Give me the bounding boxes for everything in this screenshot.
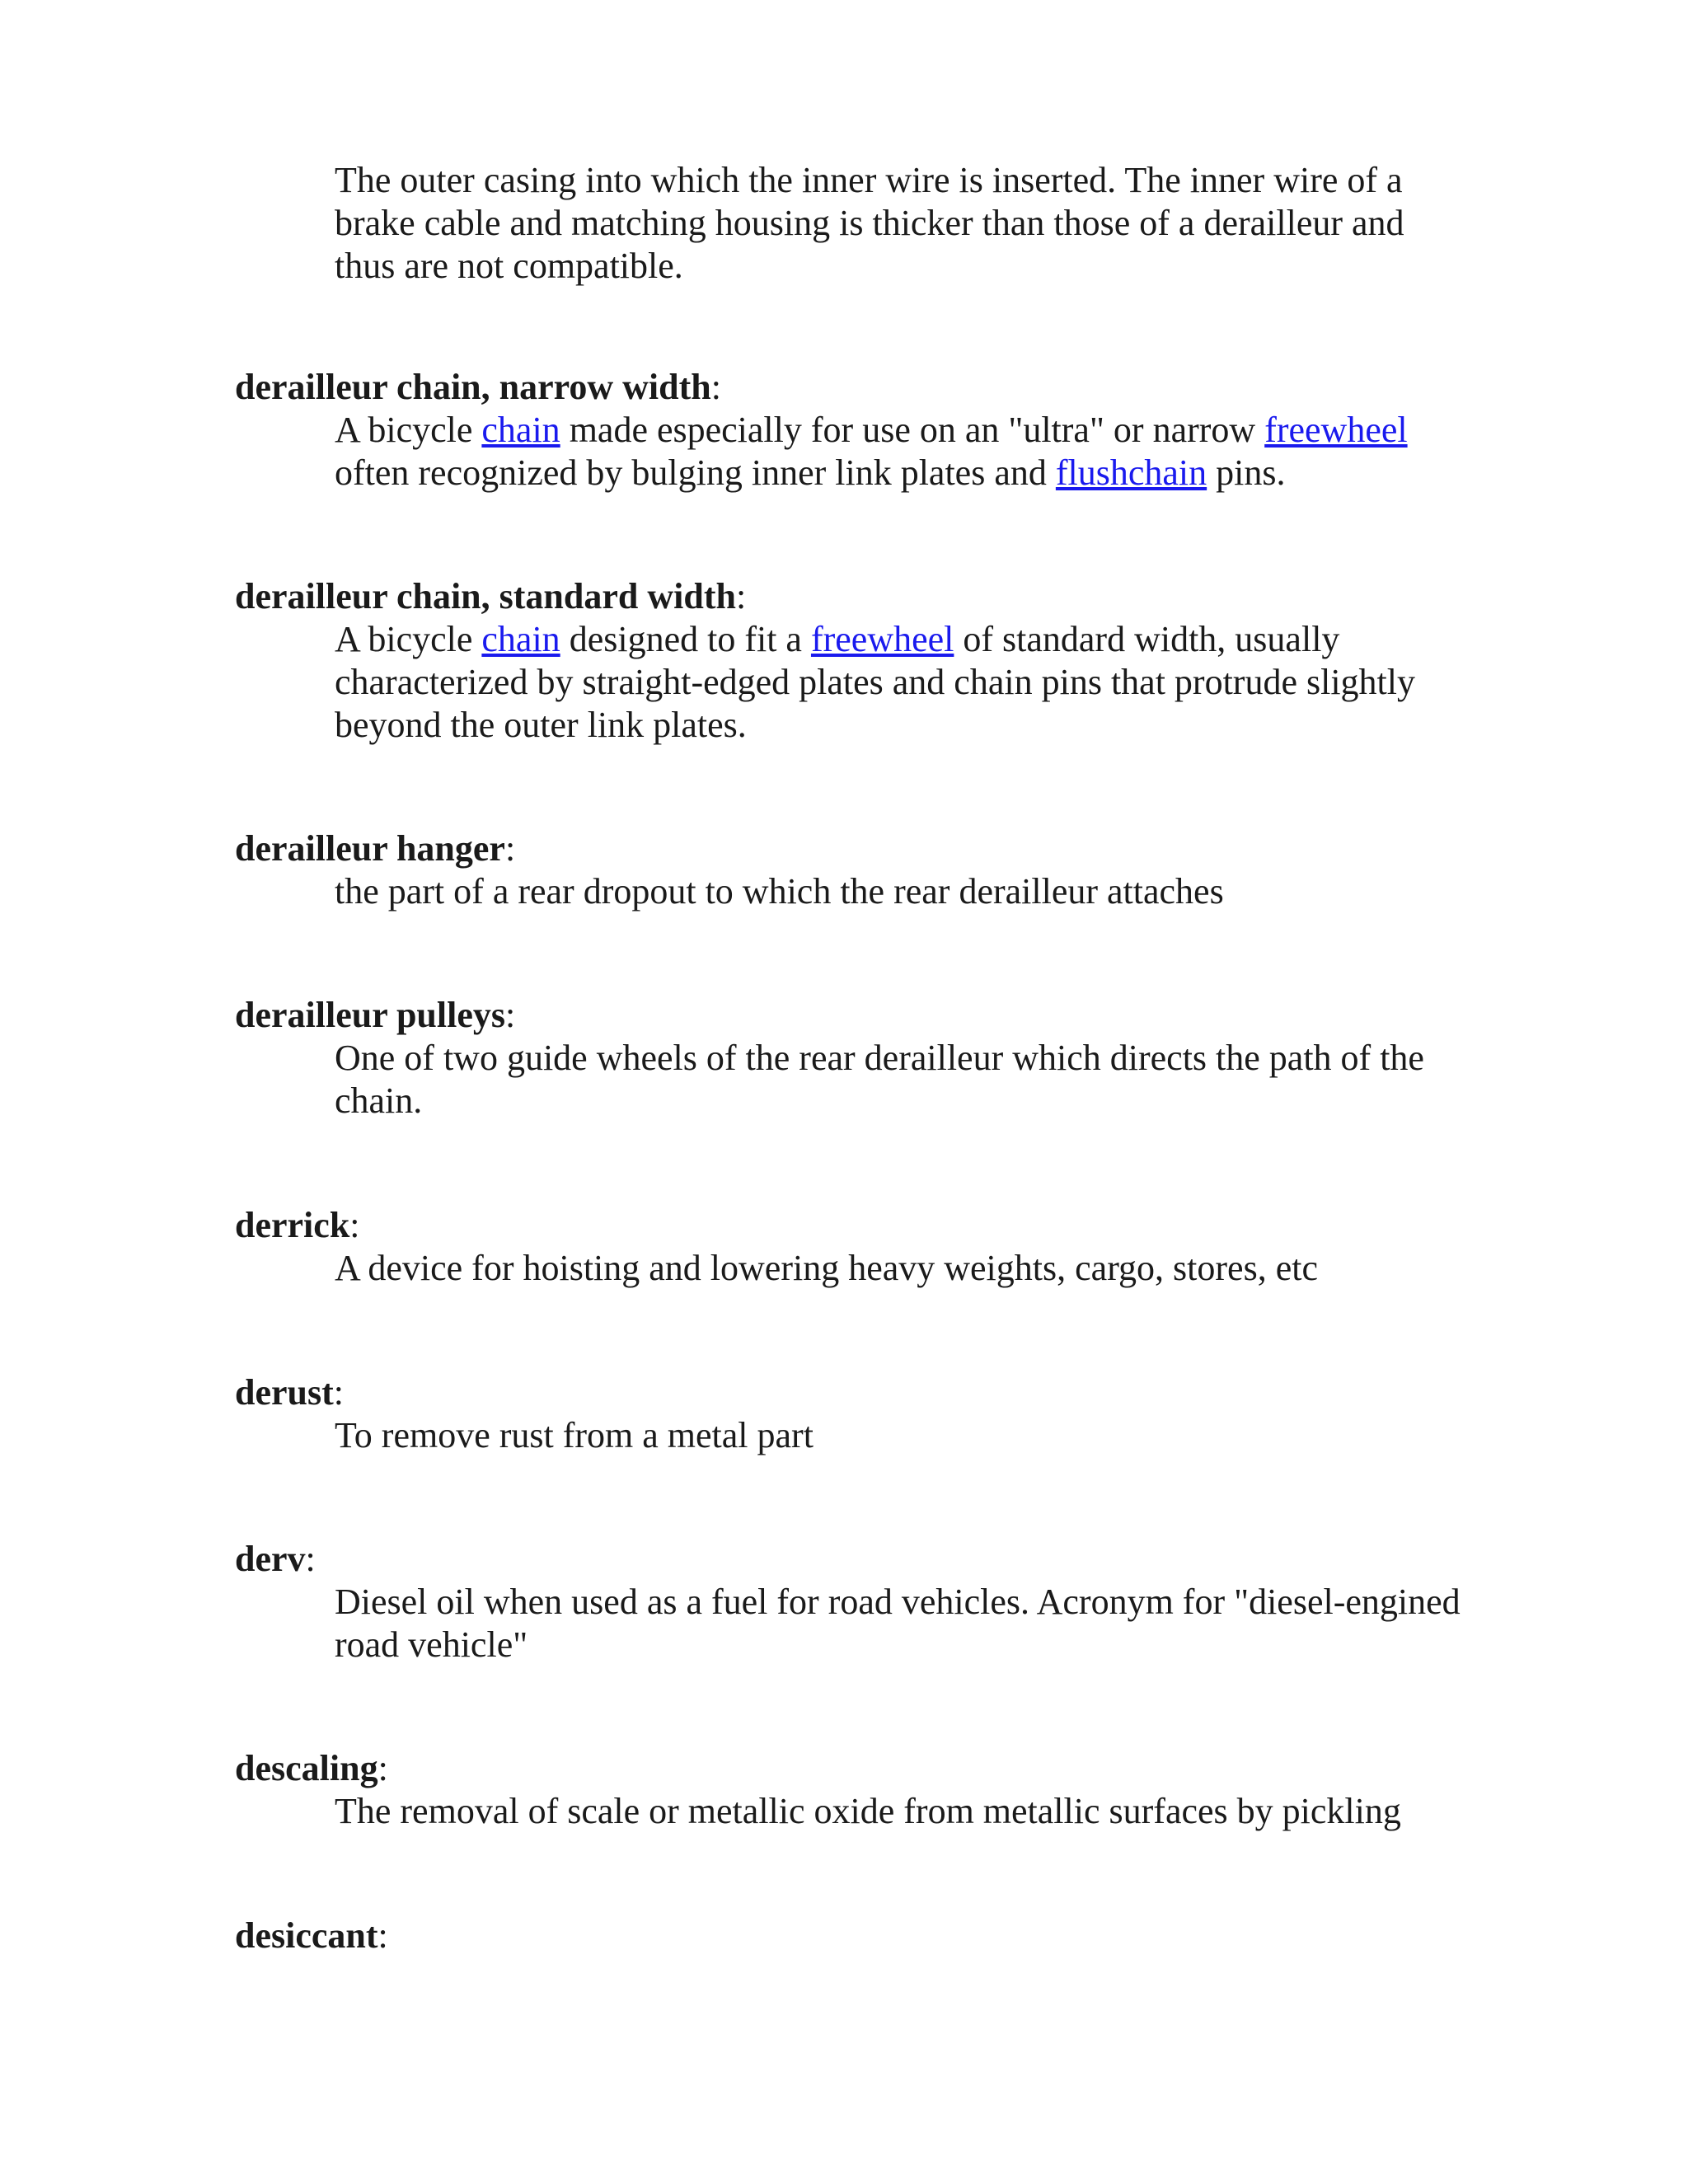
- definition-text: The removal of scale or metallic oxide from metallic surfaces by pickling: [335, 1791, 1401, 1831]
- definition-2: [335, 618, 1472, 747]
- definition-text: Diesel oil when used as a fuel for road vehicles. Acronym for "diesel-engined road vehicle": [335, 1582, 1461, 1665]
- definition-text: A device for hoisting and lowering heavy weights, cargo, stores, etc: [335, 1248, 1318, 1288]
- definition-5: [335, 1247, 1472, 1290]
- term-derailleur-chain-standard-width: [235, 575, 746, 618]
- definition-text: pins.: [1207, 452, 1286, 493]
- term-separator: :: [349, 1205, 360, 1245]
- definition-1: [335, 409, 1472, 494]
- term-separator: :: [504, 828, 516, 869]
- term-derailleur-pulleys: [235, 994, 515, 1037]
- definition-text: of standard width, usually characterized by straight-edged plates and chain pins that protrude slightly beyond the outer link plates.: [335, 619, 1415, 745]
- definition-text: The outer casing into which the inner wire is inserted. The inner wire of a brake cable and matching housing is thicker than those of a derailleur and thus are not compatible.: [335, 160, 1404, 286]
- link-chain[interactable]: chain: [481, 410, 560, 450]
- term-label: derrick: [235, 1205, 350, 1245]
- link-flushchain[interactable]: flushchain: [1055, 452, 1207, 493]
- term-separator: :: [710, 367, 721, 407]
- definition-0: [335, 159, 1472, 288]
- definition-8: [335, 1790, 1472, 1833]
- term-label: derailleur chain, narrow width: [235, 367, 711, 407]
- definition-text: A bicycle: [335, 619, 482, 659]
- definition-3: [335, 870, 1472, 913]
- term-derailleur-hanger: [235, 827, 515, 870]
- term-descaling: [235, 1747, 388, 1790]
- term-label: derailleur pulleys: [235, 995, 505, 1035]
- definition-text: made especially for use on an "ultra" or narrow: [560, 410, 1265, 450]
- term-desiccant: [235, 1915, 388, 1957]
- definition-text: the part of a rear dropout to which the rear derailleur attaches: [335, 871, 1224, 912]
- term-derv: [235, 1538, 316, 1581]
- link-chain[interactable]: chain: [481, 619, 560, 659]
- link-freewheel[interactable]: freewheel: [1264, 410, 1408, 450]
- definition-text: often recognized by bulging inner link plates and: [335, 452, 1056, 493]
- definition-6: [335, 1414, 1472, 1457]
- term-separator: :: [377, 1915, 388, 1956]
- link-freewheel[interactable]: freewheel: [810, 619, 954, 659]
- term-label: derailleur hanger: [235, 828, 505, 869]
- term-separator: :: [333, 1372, 345, 1413]
- definition-7: [335, 1581, 1472, 1666]
- term-separator: :: [377, 1748, 388, 1788]
- term-separator: :: [504, 995, 516, 1035]
- term-derrick: [235, 1204, 360, 1247]
- term-label: desiccant: [235, 1915, 378, 1956]
- term-label: derv: [235, 1539, 306, 1579]
- term-label: derust: [235, 1372, 334, 1413]
- definition-text: To remove rust from a metal part: [335, 1415, 814, 1455]
- definition-text: designed to fit a: [560, 619, 811, 659]
- term-separator: :: [735, 576, 747, 616]
- term-label: descaling: [235, 1748, 378, 1788]
- term-label: derailleur chain, standard width: [235, 576, 736, 616]
- definition-text: One of two guide wheels of the rear derailleur which directs the path of the chain.: [335, 1038, 1424, 1121]
- term-separator: :: [305, 1539, 316, 1579]
- definition-4: [335, 1037, 1472, 1122]
- term-derailleur-chain-narrow-width: [235, 366, 721, 409]
- definition-text: A bicycle: [335, 410, 482, 450]
- term-derust: [235, 1371, 344, 1414]
